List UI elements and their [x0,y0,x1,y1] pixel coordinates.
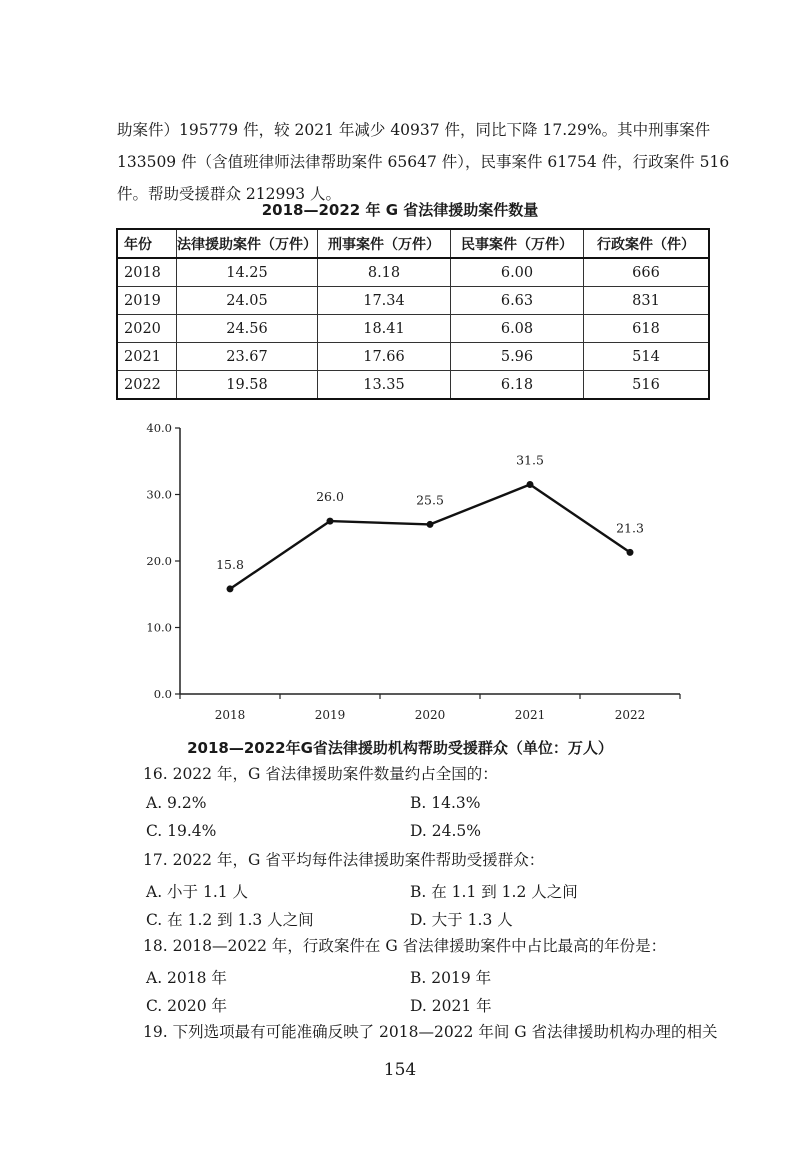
x-tick-label: 2021 [514,708,546,722]
table-row [117,343,709,371]
data-label: 15.8 [216,556,244,572]
question-18-stem: 18. 2018—2022 年，行政案件在 G 省法律援助案件中占比最高的年份是： [143,937,667,955]
x-tick-label: 2020 [414,708,446,722]
cell-year: 2020 [117,315,177,343]
y-tick-label: 20.0 [146,554,172,568]
cell-civil: 6.08 [451,315,584,343]
q17-option-a: A. 小于 1.1 人 [146,883,249,901]
data-label: 26.0 [316,489,344,505]
table-header-row [117,229,709,258]
cell-administrative: 516 [584,371,710,400]
cell-administrative: 831 [584,287,710,315]
cell-criminal: 18.41 [318,315,451,343]
intro-line: 助案件）195779 件，较 2021 年减少 40937 件，同比下降 17.29%。其中刑事案件 [117,121,711,139]
header-civil: 民事案件（万件） [451,229,584,258]
q18-option-b: B. 2019 年 [410,969,492,987]
cell-administrative: 514 [584,343,710,371]
q17-option-d: D. 大于 1.3 人 [410,911,513,929]
q16-option-c: C. 19.4% [146,822,217,840]
cell-criminal: 8.18 [318,258,451,287]
data-point [427,521,434,528]
data-point [227,585,234,592]
question-16-stem: 16. 2022 年，G 省法律援助案件数量约占全国的： [143,765,498,783]
cell-administrative: 666 [584,258,710,287]
y-tick-label: 30.0 [146,487,172,502]
header-criminal: 刑事案件（万件） [318,229,451,258]
data-label: 31.5 [516,452,544,468]
question-17-stem: 17. 2022 年，G 省平均每件法律援助案件帮助受援群众： [143,851,545,869]
cell-civil: 6.00 [451,258,584,287]
cell-total: 23.67 [177,343,318,371]
q16-option-b: B. 14.3% [410,794,481,812]
cell-year: 2022 [117,371,177,400]
cell-total: 19.58 [177,371,318,400]
legal-aid-table [116,228,710,400]
y-tick-label: 40.0 [146,421,172,435]
intro-line: 133509 件（含值班律师法律帮助案件 65647 件），民事案件 61754 件，行政案件 516 [117,153,730,171]
cell-year: 2021 [117,343,177,371]
x-tick-label: 2022 [614,708,646,722]
data-point [527,481,534,488]
y-tick-label: 10.0 [146,620,172,635]
table-row [117,287,709,315]
q16-option-a: A. 9.2% [146,794,207,812]
cell-year: 2019 [117,287,177,315]
cell-civil: 6.63 [451,287,584,315]
q17-option-c: C. 在 1.2 到 1.3 人之间 [146,911,314,929]
cell-year: 2018 [117,258,177,287]
chart-caption: 2018—2022年G省法律援助机构帮助受援群众（单位：万人） [187,739,613,757]
data-point [627,549,634,556]
table-row [117,315,709,343]
header-administrative: 行政案件（件） [584,229,710,258]
x-tick-label: 2018 [214,708,246,722]
q16-option-d: D. 24.5% [410,822,481,840]
cell-total: 14.25 [177,258,318,287]
intro-paragraph [117,114,730,210]
cell-criminal: 13.35 [318,371,451,400]
y-tick-label: 0.0 [153,687,172,701]
header-year: 年份 [117,229,177,258]
q18-option-d: D. 2021 年 [410,997,492,1015]
page-number: 154 [383,1060,417,1080]
q18-option-c: C. 2020 年 [146,997,228,1015]
q18-option-a: A. 2018 年 [146,969,227,987]
aided-people-line-chart [110,418,700,730]
cell-criminal: 17.34 [318,287,451,315]
data-label: 21.3 [616,520,644,536]
data-label: 25.5 [416,492,444,508]
cell-total: 24.56 [177,315,318,343]
header-total: 法律援助案件（万件） [177,229,318,258]
table-caption: 2018—2022 年 G 省法律援助案件数量 [261,201,539,219]
cell-total: 24.05 [177,287,318,315]
intro-line: 件。帮助受援群众 212993 人。 [117,185,342,203]
question-19-stem: 19. 下列选项最有可能准确反映了 2018—2022 年间 G 省法律援助机构办理的相关 [143,1023,718,1041]
table-row [117,258,709,287]
cell-administrative: 618 [584,315,710,343]
cell-civil: 5.96 [451,343,584,371]
cell-criminal: 17.66 [318,343,451,371]
cell-civil: 6.18 [451,371,584,400]
q17-option-b: B. 在 1.1 到 1.2 人之间 [410,883,578,901]
table-row [117,371,709,400]
data-point [327,518,334,525]
x-tick-label: 2019 [314,708,346,722]
